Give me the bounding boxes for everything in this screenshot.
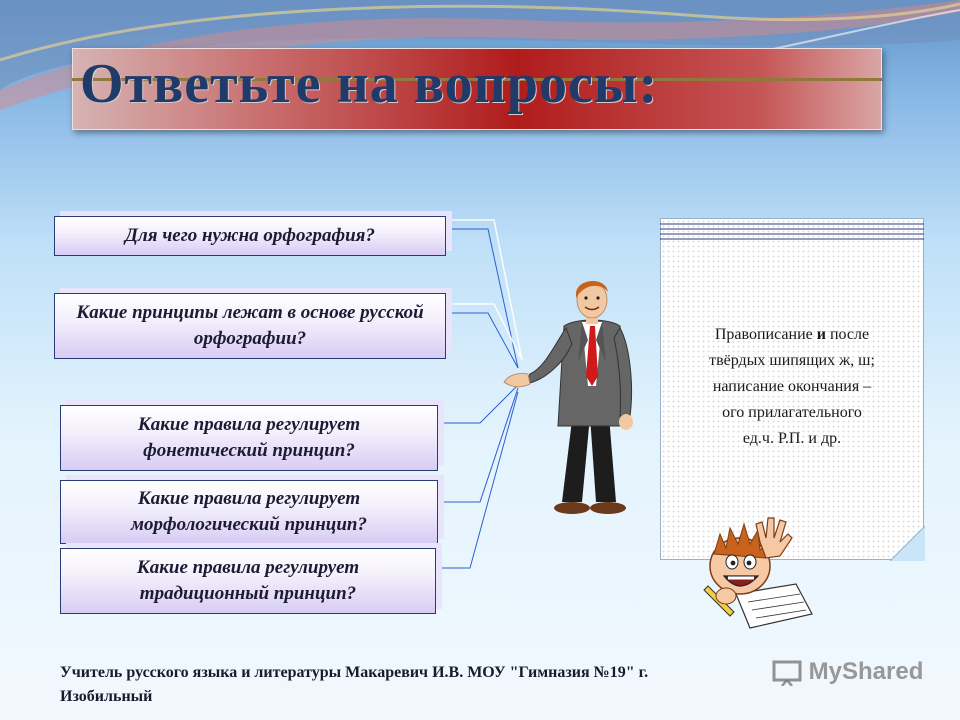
author-footer bbox=[60, 661, 790, 709]
student-writing-image bbox=[696, 514, 816, 634]
note-line2: твёрдых шипящих ж, ш; bbox=[709, 352, 875, 369]
question-text-2: Какие принципы лежат в основе русской орфографии? bbox=[76, 302, 424, 349]
watermark-text: MyShared bbox=[808, 658, 924, 685]
presenter-man-image bbox=[500, 276, 650, 526]
question-box-4 bbox=[60, 480, 438, 544]
question-text-1: Для чего нужна орфография? bbox=[125, 225, 375, 246]
note-line4: ого прилагательного bbox=[722, 404, 862, 421]
answer-note-text bbox=[668, 322, 916, 452]
question-box-5 bbox=[60, 548, 436, 614]
question-text-5: Какие правила регулирует традиционный принцип? bbox=[136, 557, 360, 604]
question-box-1 bbox=[54, 216, 446, 256]
note-binding-lines bbox=[660, 218, 924, 242]
note-line3: написание окончания – bbox=[712, 378, 872, 395]
question-text-4: Какие правила регулирует морфологический принцип? bbox=[131, 488, 367, 535]
note-folded-corner bbox=[890, 526, 926, 562]
note-line1-bold: и bbox=[816, 326, 826, 343]
footer-line2: Изобильный bbox=[60, 688, 153, 705]
question-box-3 bbox=[60, 405, 438, 471]
slide-title: Ответьте на вопросы: bbox=[80, 53, 659, 115]
question-text-3: Какие правила регулирует фонетический принцип? bbox=[137, 414, 361, 461]
myshared-watermark bbox=[772, 658, 923, 686]
note-line5: ед.ч. Р.П. и др. bbox=[742, 430, 842, 447]
note-line1-post: после bbox=[825, 326, 870, 343]
presentation-screen-icon bbox=[772, 660, 802, 686]
footer-line1: Учитель русского языка и литературы Макаревич И.В. МОУ "Гимназия №19" г. bbox=[60, 664, 649, 681]
question-box-2 bbox=[54, 293, 446, 359]
note-line1-pre: Правописание bbox=[714, 326, 817, 343]
